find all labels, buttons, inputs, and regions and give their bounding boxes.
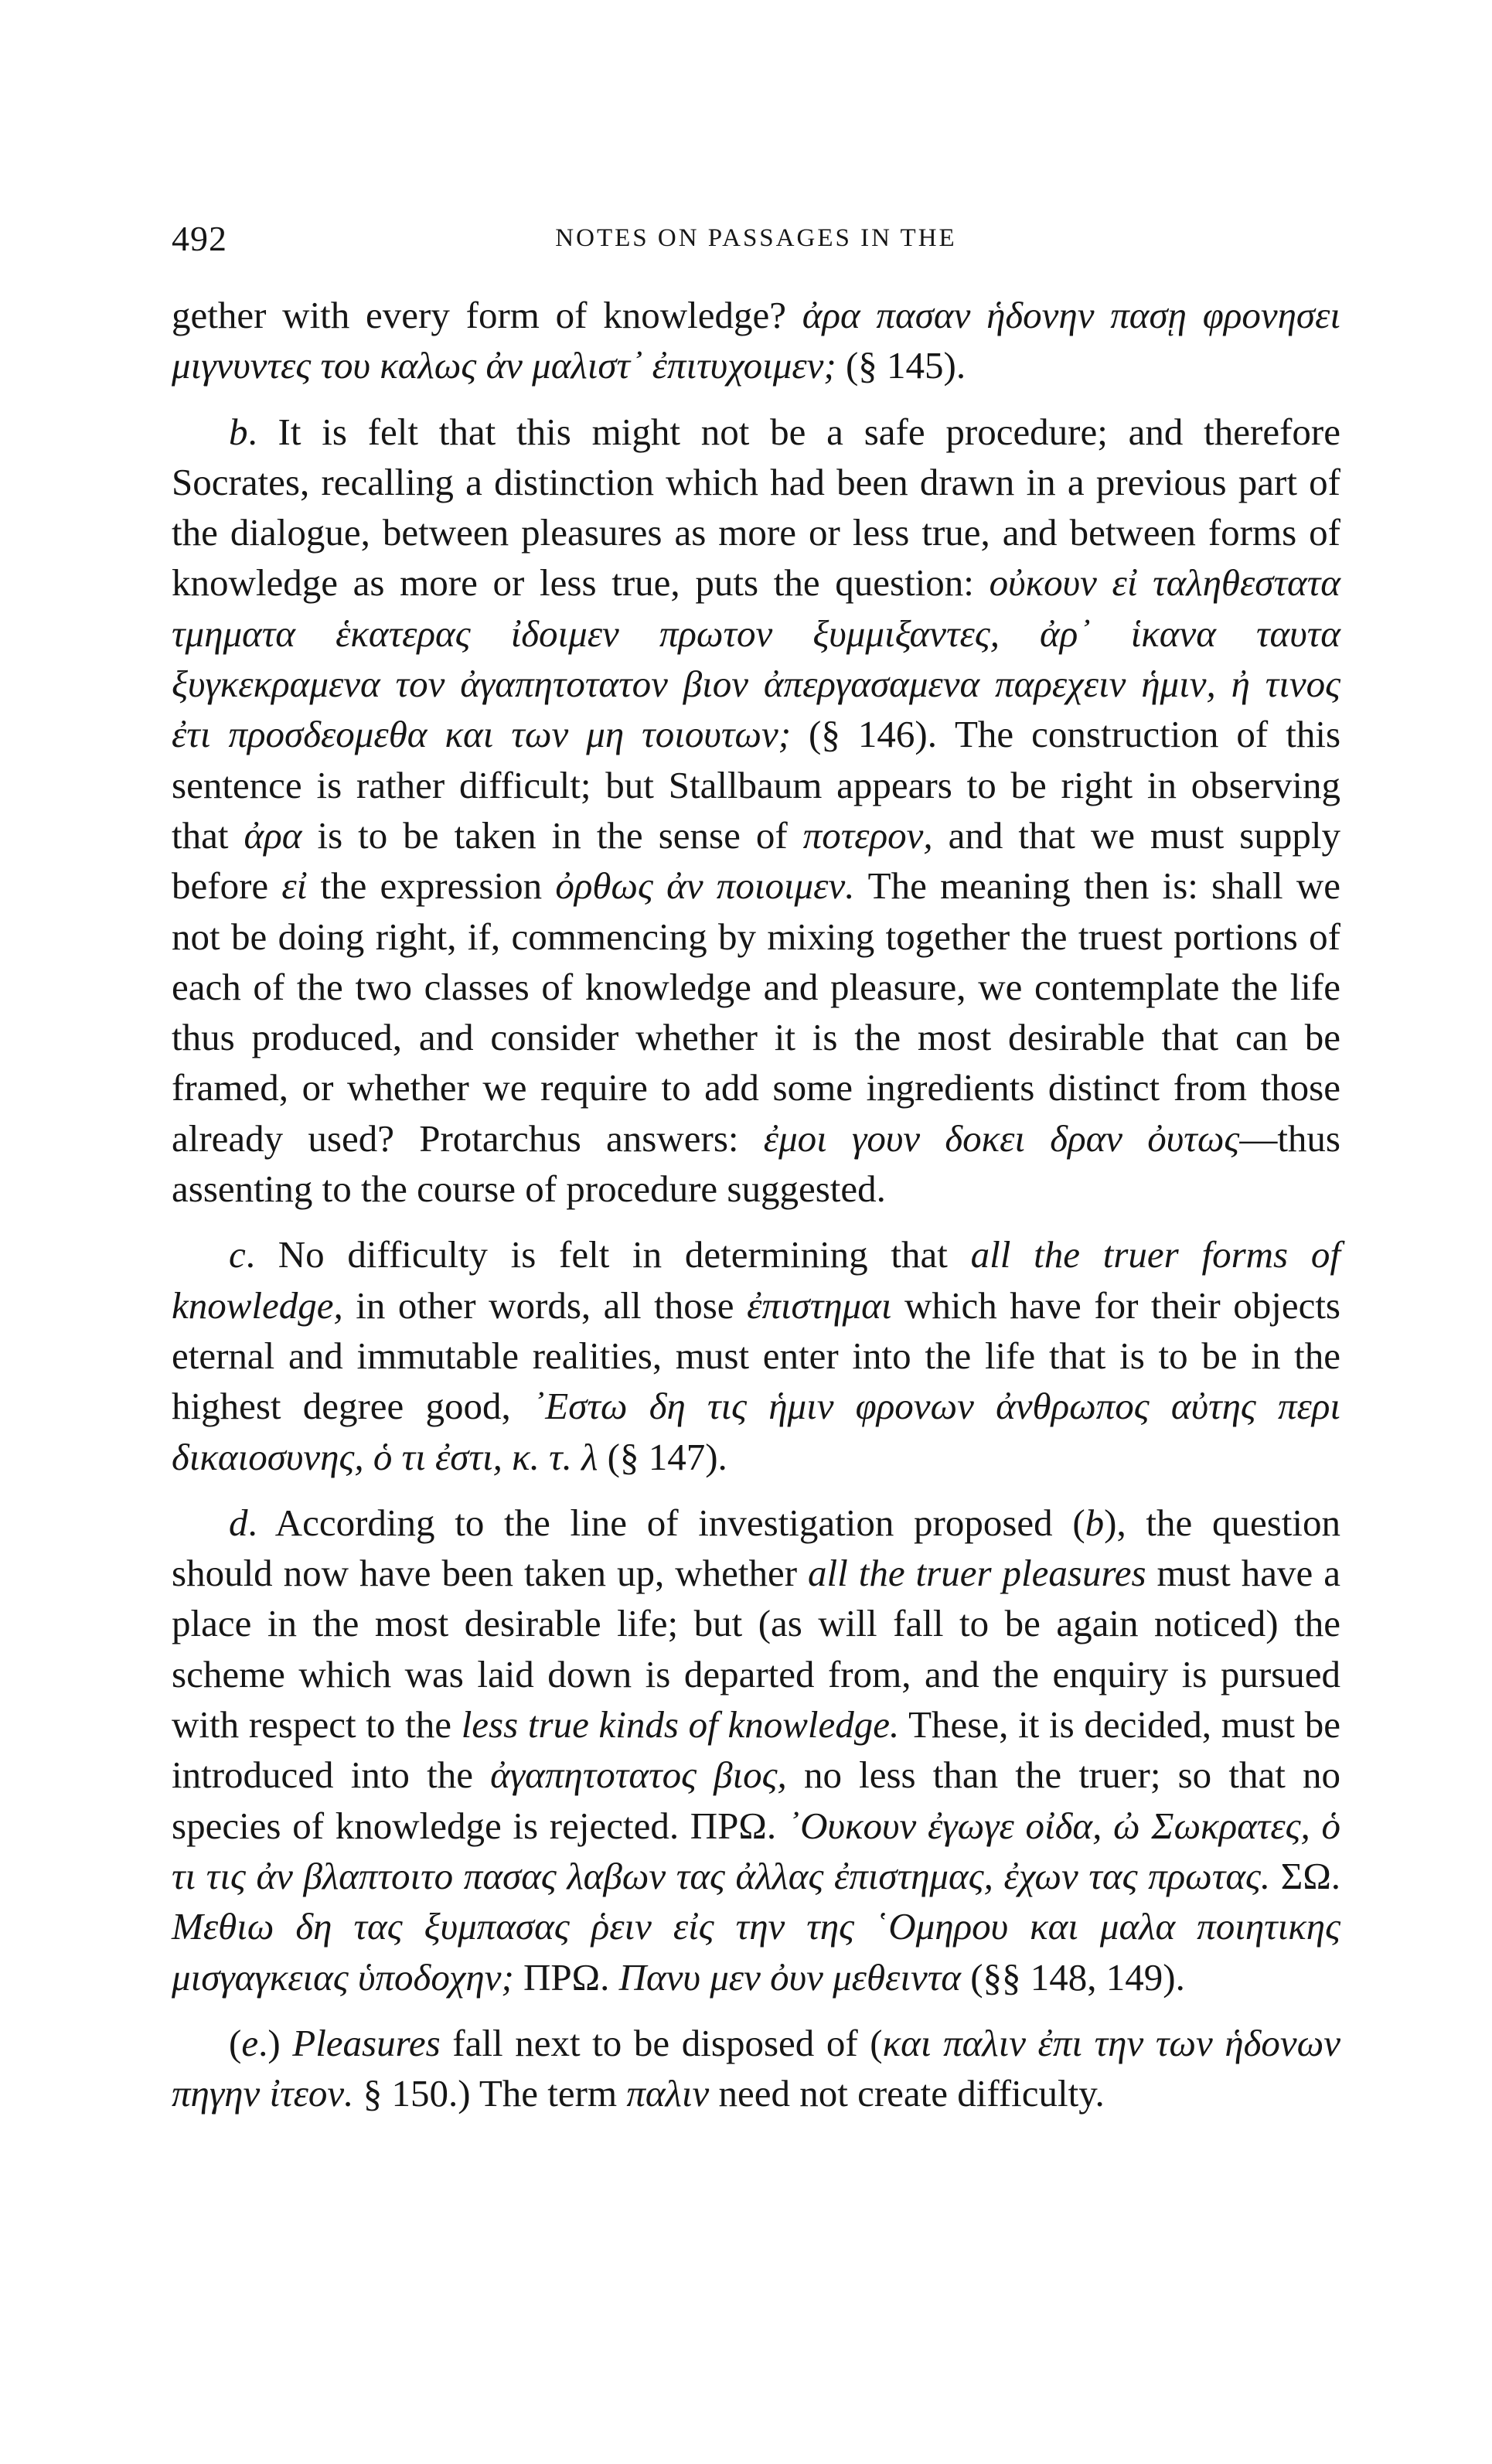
greek-quotation: ἐμοι γουν δοκει δραν ὀυτως [763, 1116, 1240, 1160]
english-text: which have for their objects eternal and immutable realities, must enter into the life that is to be in the highest degree good, [172, 1283, 1341, 1428]
greek-quotation: και παλιν ἐπι την των ἡδονων πηγην ἰτεον. [172, 2021, 1340, 2115]
greek-quotation: ᾿Εστω δη τις ἡμιν φρονων ἀνθρωπος αὐτης περι δικαιοσυνης, ὁ τι ἐστι, κ. τ. λ [172, 1385, 1340, 1478]
english-text: . No difficulty is felt in determining that [245, 1233, 971, 1276]
english-text: no less than the truer; so that no species of knowledge is rejected. ΠΡΩ. [172, 1753, 1340, 1847]
emphasized-word: Pleasures [292, 2021, 441, 2064]
english-text: —thus assenting to the course of procedure suggested. [172, 1116, 1340, 1211]
paragraph-e [172, 2018, 1340, 2119]
greek-word: ἀρα [244, 813, 302, 857]
section-reference: (§§ 148, 149). [960, 1955, 1185, 1999]
english-text: (§ 146). The construction of this sentence is rather difficult; but Stallbaum appears to be right in observing that [172, 713, 1341, 857]
paragraph-letter: d [229, 1501, 248, 1544]
body-text [172, 290, 1340, 2118]
english-text: These, it is decided, must be introduced into the [172, 1703, 1340, 1797]
paragraph-letter: b [229, 410, 248, 453]
english-text: must have a place in the most desirable life; but (as will fall to be again noticed) the scheme which was laid down is departed from, and the enquiry is pursued with respect to the [172, 1552, 1340, 1747]
paragraph-letter: c [229, 1233, 246, 1276]
paragraph-letter: e [241, 2021, 259, 2064]
paragraph-c [172, 1229, 1340, 1481]
section-reference: (§ 145). [836, 344, 966, 387]
english-text: in other words, all those [342, 1283, 748, 1327]
english-text: and that we must supply before [172, 813, 1340, 908]
emphasized-phrase: less true kinds of knowledge. [461, 1703, 900, 1747]
greek-word: εἰ [281, 864, 308, 908]
greek-phrase: ὀρθως ἀν ποιοιμεν. [555, 864, 855, 908]
emphasized-phrase: all the truer forms of knowledge, [172, 1233, 1340, 1327]
english-text: the expression [307, 864, 556, 908]
paragraph-d [172, 1498, 1340, 2002]
emphasized-phrase: all the truer pleasures [808, 1552, 1146, 1595]
english-text: .) [258, 2021, 293, 2064]
greek-quotation: οὐκουν εἰ ταληθεστατα τμηματα ἑκατερας ἰδοιμεν πρωτον ξυμμιξαντες, ἀρ᾽ ἱκανα ταυτα ξυγκεκραμενα τον ἀγαπητοτατον βιον ἀπεργασαμενα παρεχειν ἡμιν, ἠ τινος ἐτι προσδεομεθα και των μη τοιουτων; [172, 561, 1340, 756]
english-text: . According to the line of investigation proposed ( [247, 1501, 1085, 1544]
greek-quotation: Μεθιω δη τας ξυμπασας ῥειν εἰς την της ῾Ομηρου και μαλα ποιητικης μισγαγκειας ὑποδοχην; [172, 1905, 1340, 1999]
greek-quotation: ᾿Ουκουν ἐγωγε οἰδα, ὠ Σωκρατες, ὁ τι τις ἀν βλαπτοιτο πασας λαβων τας ἀλλας ἐπιστημας, ἐχων τας πρωτας. [172, 1804, 1340, 1897]
section-reference: (§ 147). [598, 1435, 727, 1478]
english-text: . It is felt that this might not be a safe procedure; and therefore Socrates, recalling a distinction which had been drawn in a previous part of the dialogue, between pleasures as more or less true, and between forms of knowledge as more or less true, puts the question: [172, 410, 1340, 605]
english-text: ), the question should now have been taken up, whether [172, 1501, 1340, 1595]
greek-quotation: Πανυ μεν ὀυν μεθειντα [618, 1955, 961, 1999]
speaker-label: ΠΡΩ. [513, 1955, 619, 1999]
running-head: NOTES ON PASSAGES IN THE [555, 224, 957, 252]
english-text: ( [229, 2021, 242, 2064]
section-reference: § 150.) The term [353, 2072, 627, 2115]
speaker-label: ΣΩ. [1270, 1854, 1340, 1897]
page-number: 492 [172, 219, 227, 258]
english-text: need not create difficulty. [709, 2072, 1105, 2115]
greek-word: παλιν [626, 2072, 710, 2115]
paragraph-a-continued [172, 290, 1340, 391]
paragraph-reference: b [1085, 1501, 1105, 1544]
page-header [172, 218, 1340, 264]
greek-quotation: ἀρα πασαν ἡδονην πασῃ φρονησει μιγνυντες του καλως ἀν μαλιστ᾽ ἐπιτυχοιμεν; [172, 294, 1341, 387]
greek-phrase: ἀγαπητοτατος βιος, [490, 1753, 787, 1797]
english-text: gether with every form of knowledge? [172, 294, 802, 336]
english-text: fall next to be disposed of ( [440, 2021, 883, 2064]
english-text: is to be taken in the sense of [301, 813, 803, 857]
greek-word: ποτερον, [802, 813, 933, 857]
english-text: The meaning then is: shall we not be doing right, if, commencing by mixing together the truest portions of each of the two classes of knowledge and pleasure, we contemplate the life thus produced, and consider whether it is the most desirable that can be framed, or whether we require to add some ingredients distinct from those already used? Protarchus answers: [172, 864, 1340, 1160]
paragraph-b [172, 407, 1340, 1215]
greek-word: ἐπιστημαι [747, 1283, 892, 1327]
